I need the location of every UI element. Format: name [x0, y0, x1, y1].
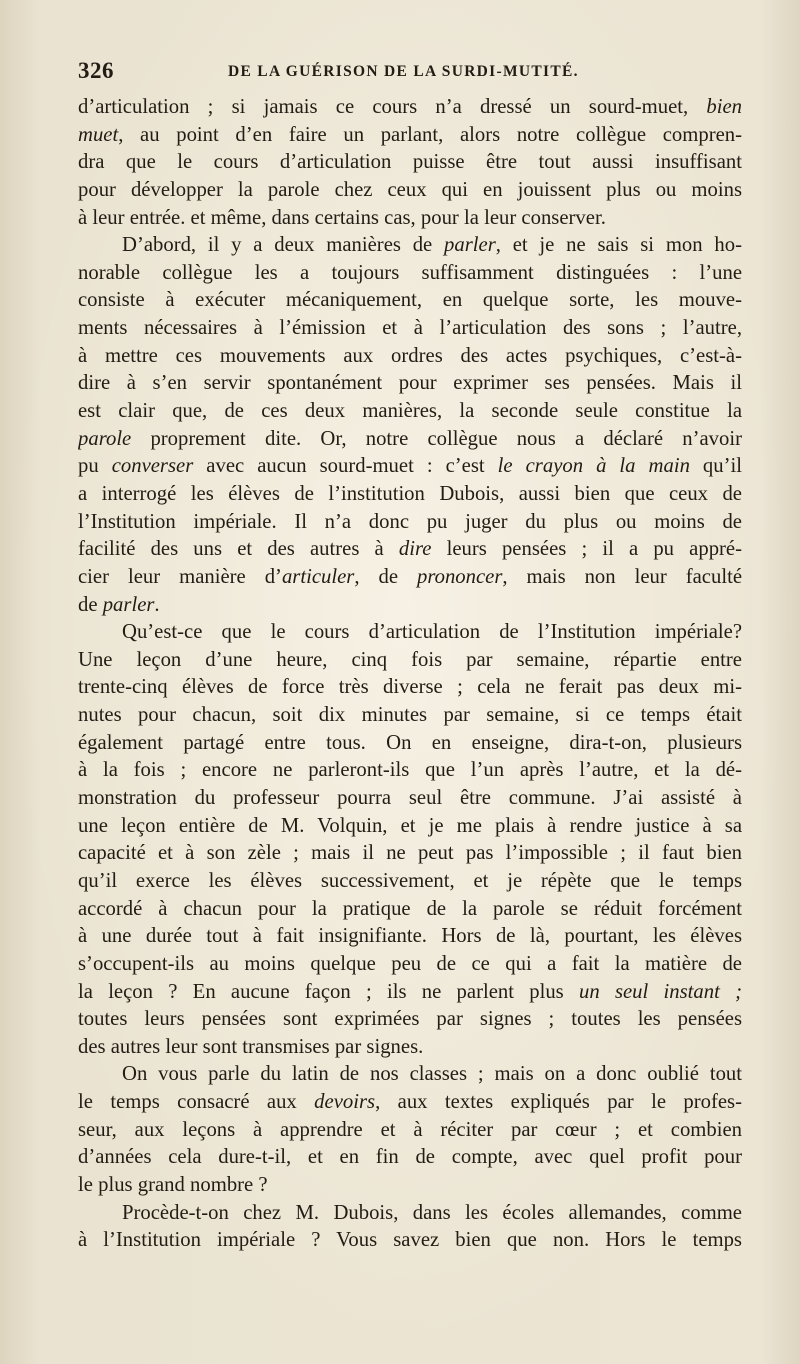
italic-text: dire	[398, 538, 432, 561]
text-segment: la leçon ? En aucune façon ; ils ne parlent plus	[78, 980, 579, 1003]
text-segment: , de	[354, 565, 417, 588]
text-segment: seur, aux leçons à apprendre et à réciter par cœur ; et combien	[78, 1118, 742, 1141]
text-line	[78, 1034, 742, 1062]
text-segment: ments nécessaires à l’émission et à l’articulation des sons ; l’autre,	[78, 317, 742, 340]
text-segment: qu’il exerce les élèves successivement, et je répète que le temps	[78, 869, 742, 892]
text-segment: .	[154, 593, 160, 616]
text-segment: à l’Institution impériale ? Vous savez bien que non. Hors le temps	[78, 1229, 742, 1252]
text-line	[78, 287, 742, 315]
text-segment: proprement dite. Or, notre collègue nous a déclaré n’avoir	[131, 427, 742, 450]
text-segment: D’abord, il y a deux manières de	[122, 234, 445, 257]
text-segment: une leçon entière de M. Volquin, et je me plais à rendre justice à sa	[78, 814, 742, 837]
italic-text: parler	[102, 593, 155, 616]
text-line	[78, 1089, 742, 1117]
text-line	[78, 370, 742, 398]
text-segment: à la fois ; encore ne parleront-ils que l’un après l’autre, et la dé-	[78, 759, 742, 782]
text-line	[78, 481, 742, 509]
text-segment: le temps consacré aux	[78, 1091, 315, 1114]
text-segment: facilité des uns et des autres à	[78, 538, 399, 561]
text-line	[78, 896, 742, 924]
text-line	[78, 343, 742, 371]
text-line	[78, 315, 742, 343]
text-segment: l’Institution impériale. Il n’a donc pu juger du plus ou moins de	[78, 510, 742, 533]
paragraph-first-line	[78, 1061, 742, 1089]
text-line	[78, 509, 742, 537]
text-segment: toutes leurs pensées sont exprimées par signes ; toutes les pensées	[78, 1008, 742, 1031]
text-line	[78, 730, 742, 758]
running-head	[78, 58, 742, 86]
text-segment: est clair que, de ces deux manières, la seconde seule constitue la	[78, 400, 742, 423]
italic-text: articuler	[281, 565, 355, 588]
text-line	[78, 149, 742, 177]
body-text	[78, 94, 742, 1255]
text-segment: monstration du professeur pourra seul être commune. J’ai assisté à	[78, 787, 742, 810]
text-segment: dire à s’en servir spontanément pour exprimer ses pensées. Mais il	[78, 372, 742, 395]
text-line	[78, 757, 742, 785]
text-line	[78, 564, 742, 592]
text-segment: Une leçon d’une heure, cinq fois par semaine, répartie entre	[78, 648, 742, 671]
page-number: 326	[78, 58, 114, 83]
text-line	[78, 923, 742, 951]
text-segment: cier leur manière d’	[78, 565, 282, 588]
text-segment: à mettre ces mouvements aux ordres des actes psychiques, c’est-à-	[78, 344, 742, 367]
text-segment: accordé à chacun pour la pratique de la parole se réduit forcément	[78, 897, 742, 920]
text-line	[78, 260, 742, 288]
text-line	[78, 453, 742, 481]
italic-text: bien	[706, 96, 742, 118]
text-line	[78, 1144, 742, 1172]
text-segment: trente-cinq élèves de force très diverse ; cela ne ferait pas deux mi-	[78, 676, 742, 699]
text-segment: qu’il	[689, 455, 742, 478]
text-line	[78, 94, 742, 122]
italic-text: parler	[444, 234, 496, 257]
text-segment: a interrogé les élèves de l’institution Dubois, aussi bien que ceux de	[78, 482, 742, 505]
paragraph-first-line	[78, 232, 742, 260]
text-line	[78, 1006, 742, 1034]
text-segment: s’occupent-ils au moins quelque peu de ce qui a fait la matière de	[78, 952, 742, 975]
text-line	[78, 1117, 742, 1145]
text-segment: également partagé entre tous. On en enseigne, dira-t-on, plusieurs	[78, 731, 742, 754]
running-title: DE LA GUÉRISON DE LA SURDI-MUTITÉ.	[228, 63, 579, 80]
text-segment: avec aucun sourd-muet : c’est	[193, 455, 498, 478]
italic-text: converser	[111, 455, 194, 478]
text-segment: leurs pensées ; il a pu appré-	[431, 538, 742, 561]
text-segment: des autres leur sont transmises par signes.	[78, 1035, 424, 1058]
text-segment: le plus grand nombre ?	[78, 1173, 268, 1196]
text-line	[78, 702, 742, 730]
text-segment: capacité et à son zèle ; mais il ne peut pas l’impossible ; il faut bien	[78, 842, 742, 865]
text-segment: pu	[78, 455, 112, 478]
text-line	[78, 979, 742, 1007]
text-line	[78, 951, 742, 979]
text-segment: à leur entrée. et même, dans certains cas, pour la leur conserver.	[78, 206, 606, 229]
text-line	[78, 426, 742, 454]
text-line	[78, 398, 742, 426]
text-segment: , mais non leur faculté	[502, 565, 742, 588]
text-line	[78, 674, 742, 702]
italic-text: le crayon à la main	[497, 455, 690, 478]
text-segment: norable collègue les a toujours suffisamment distinguées : l’une	[78, 261, 742, 284]
italic-text: parole	[78, 427, 132, 450]
text-segment: de	[78, 593, 103, 616]
italic-text: un seul instant ;	[579, 980, 742, 1003]
text-segment: Qu’est-ce que le cours d’articulation de l’Institution impériale?	[122, 621, 742, 644]
text-line	[78, 205, 742, 233]
italic-text: devoirs	[314, 1091, 376, 1114]
text-segment: à une durée tout à fait insignifiante. Hors de là, pourtant, les élèves	[78, 925, 742, 948]
text-segment: consiste à exécuter mécaniquement, en quelque sorte, les mouve-	[78, 289, 742, 312]
text-line	[78, 536, 742, 564]
text-line	[78, 177, 742, 205]
text-line	[78, 647, 742, 675]
text-segment: , aux textes expliqués par le profes-	[375, 1091, 742, 1114]
paragraph-first-line	[78, 1200, 742, 1228]
text-segment: nutes pour chacun, soit dix minutes par semaine, si ce temps était	[78, 704, 742, 727]
text-line	[78, 785, 742, 813]
text-line	[78, 840, 742, 868]
text-segment: Procède-t-on chez M. Dubois, dans les écoles allemandes, comme	[122, 1201, 742, 1224]
text-line	[78, 813, 742, 841]
text-segment: On vous parle du latin de nos classes ; mais on a donc oublié tout	[122, 1063, 742, 1086]
text-segment: dra que le cours d’articulation puisse être tout aussi insuffisant	[78, 151, 742, 174]
text-segment: d’années cela dure-t-il, et en fin de compte, avec quel profit pour	[78, 1146, 742, 1169]
text-line	[78, 1172, 742, 1200]
text-line	[78, 122, 742, 150]
text-line	[78, 592, 742, 620]
text-segment: pour développer la parole chez ceux qui en jouissent plus ou moins	[78, 178, 742, 201]
text-line	[78, 1227, 742, 1255]
paragraph-first-line	[78, 619, 742, 647]
italic-text: prononcer	[416, 565, 503, 588]
text-segment: , au point d’en faire un parlant, alors notre collègue compren-	[118, 123, 742, 146]
text-segment: , et je ne sais si mon ho-	[495, 234, 742, 257]
italic-text: muet	[78, 123, 119, 146]
text-line	[78, 868, 742, 896]
text-segment: d’articulation ; si jamais ce cours n’a dressé un sourd-muet,	[78, 96, 707, 118]
